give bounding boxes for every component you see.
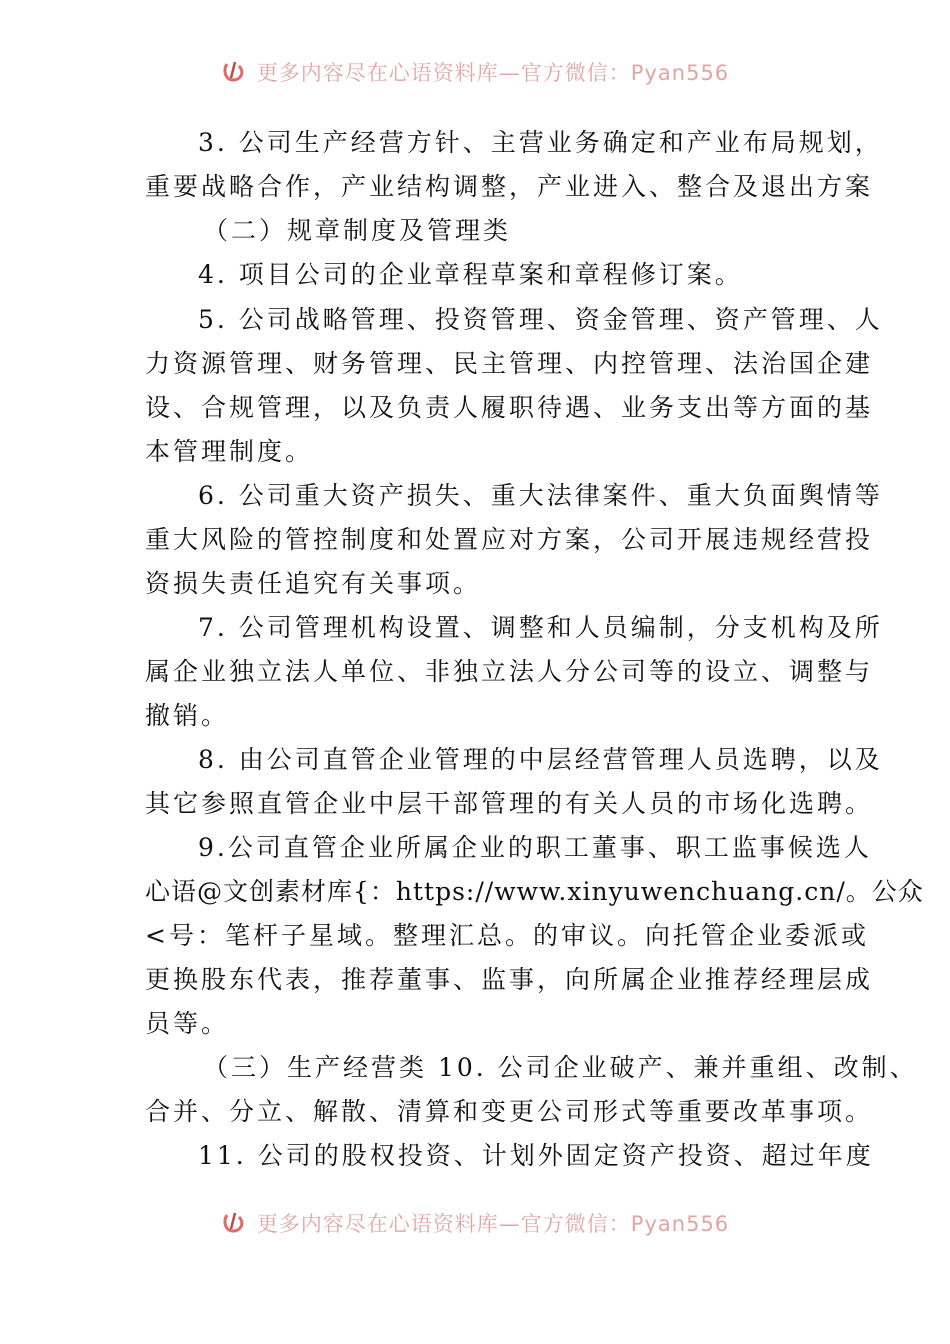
paragraph-line: 3. 公司生产经营方针、主营业务确定和产业布局规划， bbox=[198, 128, 883, 157]
paragraph-line: 8. 由公司直管企业管理的中层经营管理人员选聘，以及 bbox=[198, 745, 883, 774]
paragraph-line: 9.公司直管企业所属企业的职工董事、职工监事候选人 bbox=[198, 833, 872, 862]
brand-logo-icon bbox=[221, 1209, 249, 1237]
paragraph-line: 更换股东代表，推荐董事、监事，向所属企业推荐经理层成 bbox=[145, 965, 874, 994]
paragraph-line: 7. 公司管理机构设置、调整和人员编制，分支机构及所 bbox=[198, 613, 883, 642]
paragraph-line: 重大风险的管控制度和处置应对方案，公司开展违规经营投 bbox=[145, 525, 874, 554]
paragraph-line: 4. 项目公司的企业章程草案和章程修订案。 bbox=[198, 260, 743, 289]
paragraph-line: 合并、分立、解散、清算和变更公司形式等重要改革事项。 bbox=[145, 1097, 874, 1126]
paragraph-line: 5. 公司战略管理、投资管理、资金管理、资产管理、人 bbox=[198, 305, 883, 334]
paragraph-line: 力资源管理、财务管理、民主管理、内控管理、法治国企建 bbox=[145, 349, 874, 378]
paragraph-line: 撤销。 bbox=[145, 701, 230, 730]
footer-watermark-banner bbox=[0, 1203, 950, 1243]
paragraph-line: 本管理制度。 bbox=[145, 437, 314, 466]
paragraph-line: 6. 公司重大资产损失、重大法律案件、重大负面舆情等 bbox=[198, 481, 883, 510]
paragraph-line: 设、合规管理，以及负责人履职待遇、业务支出等方面的基 bbox=[145, 393, 874, 422]
header-watermark-banner bbox=[0, 52, 950, 92]
watermark-text: 更多内容尽在心语资料库—官方微信：Pyan556 bbox=[256, 1212, 730, 1236]
paragraph-line: 其它参照直管企业中层干部管理的有关人员的市场化选聘。 bbox=[145, 789, 874, 818]
paragraph-line: 心语@文创素材库{：https://www.xinyuwenchuang.cn/。公众 bbox=[145, 877, 924, 906]
paragraph-line: 员等。 bbox=[145, 1009, 230, 1038]
paragraph-line: 属企业独立法人单位、非独立法人分公司等的设立、调整与 bbox=[145, 657, 874, 686]
watermark-text: 更多内容尽在心语资料库—官方微信：Pyan556 bbox=[256, 61, 730, 85]
section-heading: （三）生产经营类 10. 公司企业破产、兼并重组、改制、 bbox=[203, 1053, 918, 1082]
brand-logo-icon bbox=[221, 58, 249, 86]
paragraph-line: <号：笔杆子星域。整理汇总。的审议。向托管企业委派或 bbox=[145, 921, 869, 950]
paragraph-line: 资损失责任追究有关事项。 bbox=[145, 569, 482, 598]
section-heading: （二）规章制度及管理类 bbox=[203, 216, 512, 245]
paragraph-line: 11. 公司的股权投资、计划外固定资产投资、超过年度 bbox=[198, 1141, 874, 1170]
paragraph-line: 重要战略合作，产业结构调整，产业进入、整合及退出方案 bbox=[145, 172, 874, 201]
